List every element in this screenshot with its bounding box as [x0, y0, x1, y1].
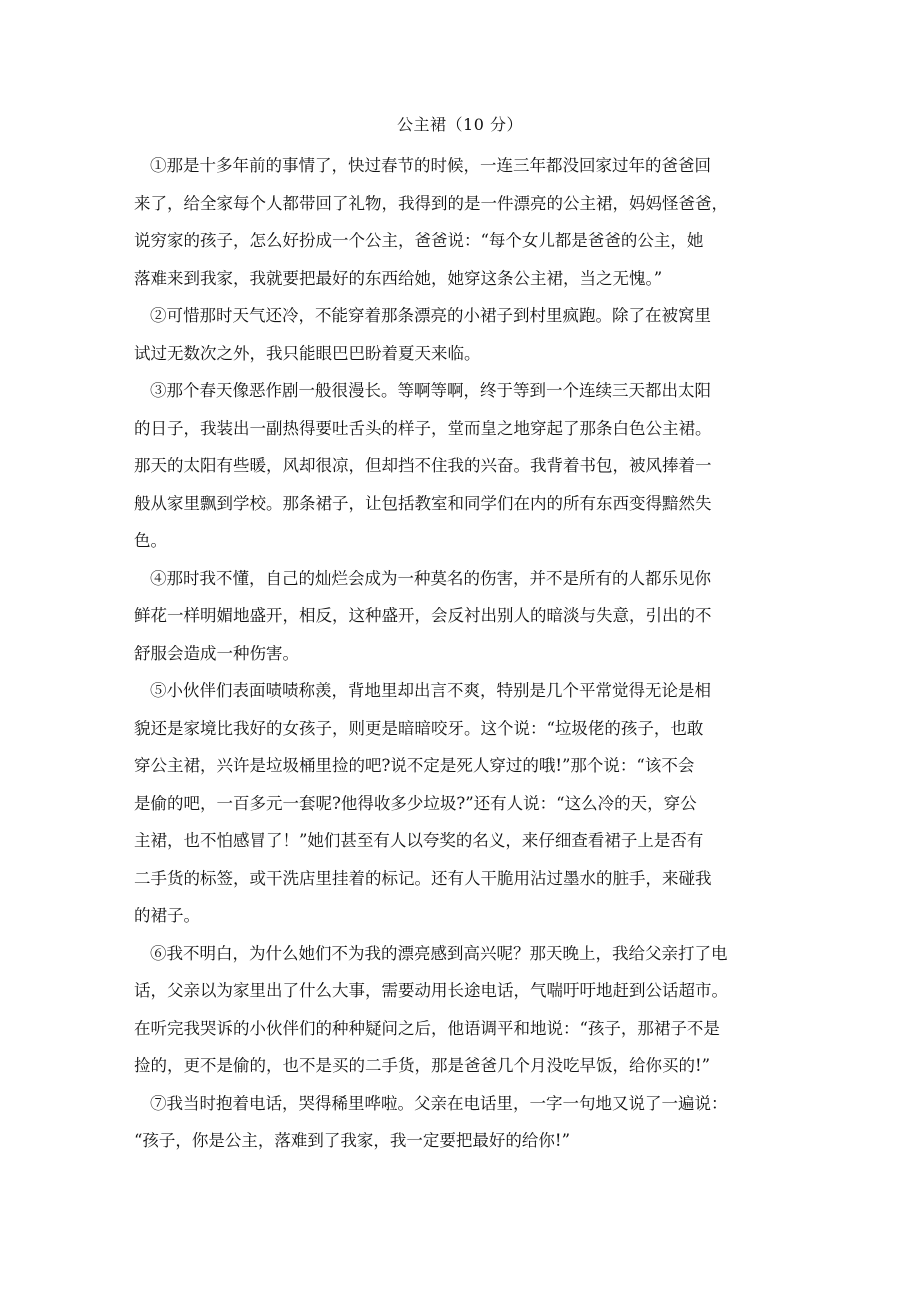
paragraph-line: 舒服会造成一种伤害。: [134, 643, 299, 663]
paragraph-line: 来了，给全家每个人都带回了礼物，我得到的是一件漂亮的公主裙，妈妈怪爸爸，: [134, 193, 728, 213]
paragraph-line: ①那是十多年前的事情了，快过春节的时候，一连三年都没回家过年的爸爸回: [150, 156, 711, 175]
paragraph-line: “孩子，你是公主，落难到了我家，我一定要把最好的给你!”: [134, 1131, 571, 1150]
paragraph-line: 的裙子。: [134, 906, 200, 925]
paragraph-line: 说穷家的孩子，怎么好扮成一个公主，爸爸说：“每个女儿都是爸爸的公主，她: [134, 231, 704, 250]
paragraph-line: 穿公主裙，兴许是垃圾桶里捡的吧?说不定是死人穿过的哦!”那个说：“该不会: [134, 756, 695, 775]
paragraph-line: 落难来到我家，我就要把最好的东西给她，她穿这条公主裙，当之无愧。”: [134, 268, 663, 288]
paragraph-line: 在听完我哭诉的小伙伴们的种种疑问之后，他语调平和地说：“孩子，那裙子不是: [134, 1018, 720, 1038]
paragraph-line: 试过无数次之外，我只能眼巴巴盼着夏天来临。: [134, 343, 481, 363]
paragraph-6: [134, 935, 728, 1085]
paragraph-line: 话，父亲以为家里出了什么大事，需要动用长途电话，气喘吁吁地赶到公话超市。: [134, 981, 728, 1000]
paragraph-line: ②可惜那时天气还冷，不能穿着那条漂亮的小裙子到村里疯跑。除了在被窝里: [150, 306, 711, 325]
paragraph-line: ③那个春天像恶作剧一般很漫长。等啊等啊，终于等到一个连续三天都出太阳: [150, 381, 711, 400]
paragraph-line: 二手货的标签，或干洗店里挂着的标记。还有人干脆用沾过墨水的脏手，来碰我: [134, 868, 712, 888]
paragraph-line: ⑦我当时抱着电话，哭得稀里哗啦。父亲在电话里，一字一句地又说了一遍说：: [150, 1093, 728, 1113]
paragraph-1: [134, 147, 728, 297]
paragraph-2: [134, 297, 724, 372]
paragraph-line: 鲜花一样明媚地盛开，相反，这种盛开，会反衬出别人的暗淡与失意，引出的不: [134, 606, 712, 625]
paragraph-line: 是偷的吧，一百多元一套呢?他得收多少垃圾?”还有人说：“这么冷的天，穿公: [134, 793, 697, 813]
paragraph-line: ④那时我不懂，自己的灿烂会成为一种莫名的伤害，并不是所有的人都乐见你: [150, 568, 711, 588]
paragraph-line: 主裙，也不怕感冒了！”她们甚至有人以夸奖的名义，来仔细查看裙子上是否有: [134, 831, 704, 850]
document-body: [134, 147, 728, 1160]
paragraph-7: [134, 1085, 728, 1160]
document-title: 公主裙（10 分）: [397, 115, 523, 134]
paragraph-line: 捡的，更不是偷的，也不是买的二手货，那是爸爸几个月没吃早饭，给你买的!”: [134, 1056, 711, 1075]
paragraph-line: 般从家里飘到学校。那条裙子，让包括教室和同学们在内的所有东西变得黯然失: [134, 493, 712, 513]
paragraph-5: [134, 672, 724, 935]
paragraph-4: [134, 560, 724, 673]
paragraph-3: [134, 372, 724, 560]
paragraph-line: ⑤小伙伴们表面啧啧称羡，背地里却出言不爽，特别是几个平常觉得无论是相: [150, 681, 711, 700]
paragraph-line: 色。: [134, 531, 167, 550]
paragraph-line: 的日子，我装出一副热得要吐舌头的样子，堂而皇之地穿起了那条白色公主裙。: [134, 418, 712, 438]
paragraph-line: 那天的太阳有些暖，风却很凉，但却挡不住我的兴奋。我背着书包，被风捧着一: [134, 456, 712, 475]
paragraph-line: ⑥我不明白，为什么她们不为我的漂亮感到高兴呢？那天晚上，我给父亲打了电: [150, 943, 728, 963]
paragraph-line: 貌还是家境比我好的女孩子，则更是暗暗咬牙。这个说：“垃圾佬的孩子，也敢: [134, 718, 704, 738]
